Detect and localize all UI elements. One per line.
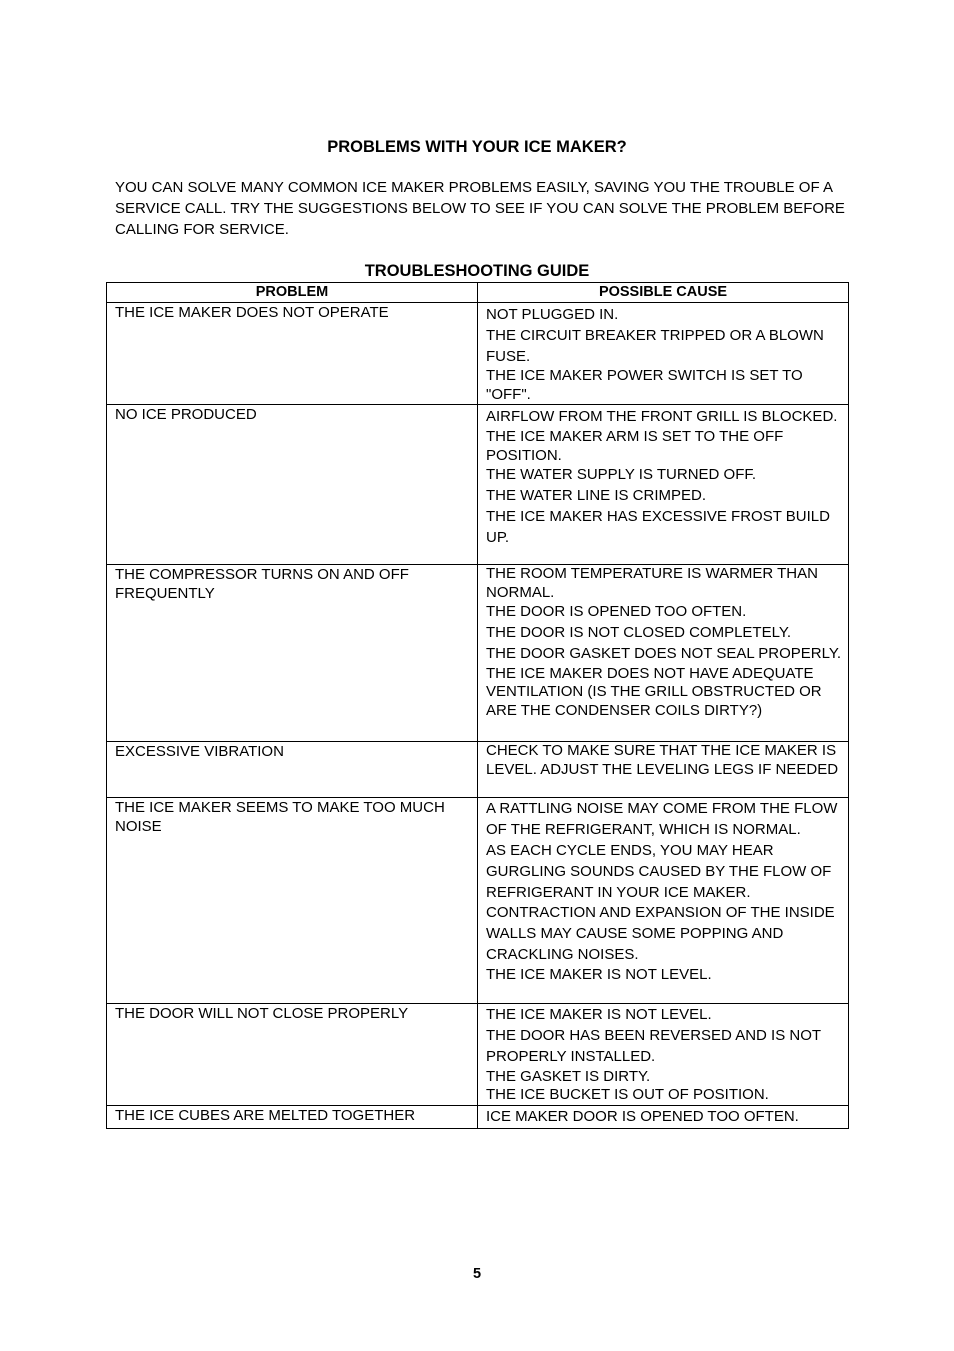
table-row	[107, 1004, 849, 1106]
problem-cell	[107, 742, 478, 798]
problem-text: NO ICE PRODUCED	[115, 406, 257, 424]
table-row	[107, 565, 849, 742]
table-row	[107, 405, 849, 565]
cause-text: THE WATER SUPPLY IS TURNED OFF.	[486, 466, 757, 484]
problem-cell	[107, 1106, 478, 1129]
cause-text: THE WATER LINE IS CRIMPED.	[486, 486, 707, 504]
cause-cell	[478, 1004, 849, 1106]
cause-text: THE ICE MAKER ARM IS SET TO THE OFF POSITION.	[486, 428, 784, 464]
page-number: 5	[472, 1266, 482, 1282]
cause-text: THE DOOR IS NOT CLOSED COMPLETELY.	[486, 624, 792, 642]
cause-cell	[478, 742, 849, 798]
problem-cell	[107, 405, 478, 565]
cause-text: THE CIRCUIT BREAKER TRIPPED OR A BLOWN FUSE.	[486, 326, 824, 365]
cause-cell	[478, 405, 849, 565]
problem-text: THE ICE MAKER DOES NOT OPERATE	[115, 304, 389, 321]
problem-cell	[107, 565, 478, 742]
problem-cell	[107, 798, 478, 1004]
cause-text: THE DOOR IS OPENED TOO OFTEN.	[486, 603, 747, 621]
cause-cell	[478, 798, 849, 1004]
troubleshooting-table	[106, 282, 849, 1129]
cause-text: NOT PLUGGED IN.	[486, 306, 619, 323]
cause-text: THE DOOR GASKET DOES NOT SEAL PROPERLY.	[486, 644, 842, 662]
cause-text: THE ICE MAKER DOES NOT HAVE ADEQUATE VENTILATION (IS THE GRILL OBSTRUCTED OR ARE THE CONDENSER COILS DIRTY?)	[486, 664, 822, 719]
cause-text: ICE MAKER DOOR IS OPENED TOO OFTEN.	[486, 1108, 799, 1126]
table-row	[107, 742, 849, 798]
cause-text: THE GASKET IS DIRTY.	[486, 1067, 651, 1085]
cause-text: A RATTLING NOISE MAY COME FROM THE FLOW OF THE REFRIGERANT, WHICH IS NORMAL.	[486, 800, 838, 839]
cause-text: THE ICE BUCKET IS OUT OF POSITION.	[486, 1086, 769, 1104]
problem-cell	[107, 1004, 478, 1106]
table-header-row	[107, 283, 849, 303]
header-possible-cause: POSSIBLE CAUSE	[478, 283, 849, 303]
table-row	[107, 303, 849, 405]
cause-text: CONTRACTION AND EXPANSION OF THE INSIDE WALLS MAY CAUSE SOME POPPING AND CRACKLING NOISES.	[486, 904, 835, 963]
cause-text: AIRFLOW FROM THE FRONT GRILL IS BLOCKED.	[486, 408, 838, 426]
problem-text: THE ICE CUBES ARE MELTED TOGETHER	[115, 1107, 416, 1125]
page-title: PROBLEMS WITH YOUR ICE MAKER?	[327, 138, 627, 156]
cause-text: THE ROOM TEMPERATURE IS WARMER THAN NORMAL.	[486, 565, 818, 601]
cause-text: THE ICE MAKER HAS EXCESSIVE FROST BUILD UP.	[486, 507, 830, 546]
problem-text: EXCESSIVE VIBRATION	[115, 743, 284, 761]
cause-cell	[478, 1106, 849, 1129]
problem-text: THE ICE MAKER SEEMS TO MAKE TOO MUCH NOISE	[115, 799, 445, 836]
cause-text: THE ICE MAKER POWER SWITCH IS SET TO "OFF".	[486, 367, 803, 403]
cause-text: THE DOOR HAS BEEN REVERSED AND IS NOT PROPERLY INSTALLED.	[486, 1027, 821, 1065]
troubleshooting-guide-title: TROUBLESHOOTING GUIDE	[364, 262, 590, 280]
problem-text: THE DOOR WILL NOT CLOSE PROPERLY	[115, 1005, 409, 1023]
cause-text: AS EACH CYCLE ENDS, YOU MAY HEAR GURGLING SOUNDS CAUSED BY THE FLOW OF REFRIGERANT IN YOUR ICE MAKER.	[486, 841, 832, 901]
table-row	[107, 798, 849, 1004]
cause-text: THE ICE MAKER IS NOT LEVEL.	[486, 1006, 712, 1024]
cause-text: THE ICE MAKER IS NOT LEVEL.	[486, 965, 712, 983]
cause-cell	[478, 565, 849, 742]
problem-cell	[107, 303, 478, 405]
cause-text: CHECK TO MAKE SURE THAT THE ICE MAKER IS LEVEL. ADJUST THE LEVELING LEGS IF NEEDED	[486, 742, 839, 778]
intro-paragraph: YOU CAN SOLVE MANY COMMON ICE MAKER PROBLEMS EASILY, SAVING YOU THE TROUBLE OF A SERVICE CALL. TRY THE SUGGESTIONS BELOW TO SEE IF YOU CAN SOLVE THE PROBLEM BEFORE CALLING FOR SERVICE.	[115, 179, 845, 238]
cause-cell	[478, 303, 849, 405]
table-row	[107, 1106, 849, 1129]
header-problem: PROBLEM	[107, 283, 478, 303]
problem-text: THE COMPRESSOR TURNS ON AND OFF FREQUENTLY	[115, 566, 409, 603]
